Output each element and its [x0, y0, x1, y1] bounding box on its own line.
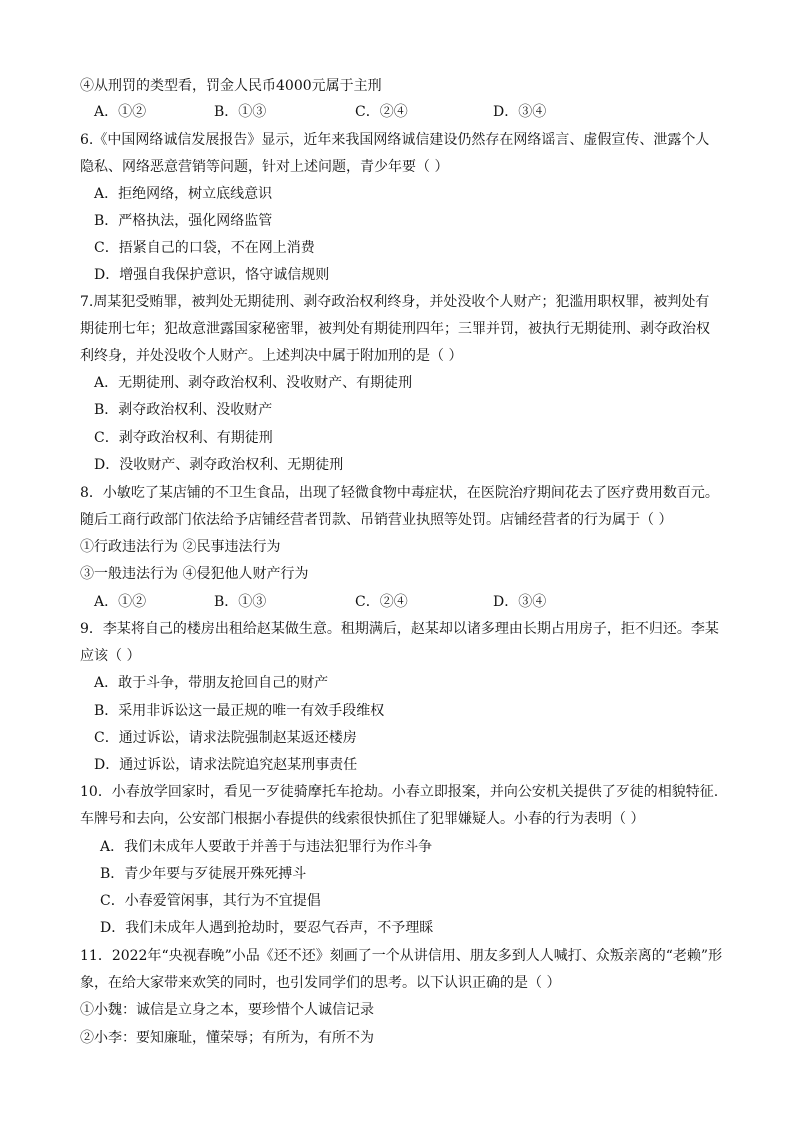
q8-option-c: C．②④ — [355, 594, 408, 610]
q10-option-b: B．青少年要与歹徒展开殊死搏斗 — [100, 866, 307, 882]
q10-stem-line-2: 车牌号和去向，公安部门根据小春提供的线索很快抓住了犯罪嫌疑人。小春的行为表明（ ） — [80, 811, 645, 827]
q7-stem-line-2: 期徒刑七年；犯故意泄露国家秘密罪，被判处有期徒刑四年；三罪并罚，被执行无期徒刑、剥夺政治权 — [80, 321, 710, 337]
q9-stem-line-2: 应该（ ） — [80, 648, 141, 664]
q7-option-c: C．剥夺政治权利、有期徒刑 — [94, 430, 273, 446]
q5-option-b: B．①③ — [214, 104, 267, 120]
q9-option-c: C．通过诉讼，请求法院强制赵某返还楼房 — [94, 730, 357, 746]
q9-option-d: D．通过诉讼，请求法院追究赵某刑事责任 — [94, 757, 358, 773]
q7-stem-line-1: 7.周某犯受贿罪，被判处无期徒刑、剥夺政治权利终身，并处没收个人财产；犯滥用职权罪，被判处有 — [80, 294, 710, 310]
q8-statements-1-2: ①行政违法行为 ②民事违法行为 — [80, 539, 281, 555]
q5-option-c: C．②④ — [355, 104, 408, 120]
q8-stem-line-1: 8．小敏吃了某店铺的不卫生食品，出现了轻微食物中毒症状，在医院治疗期间花去了医疗费用数百元。 — [80, 485, 719, 501]
q11-stem-line-1: 11．2022年“央视春晚”小品《还不还》刻画了一个从讲信用、朋友多到人人喊打、众叛亲离的“老赖”形 — [80, 948, 723, 964]
q6-option-b: B．严格执法，强化网络监管 — [94, 213, 273, 229]
q6-stem-line-2: 隐私、网络恶意营销等问题，针对上述问题，青少年要（ ） — [80, 159, 449, 175]
q10-option-c: C．小春爱管闲事，其行为不宜提倡 — [100, 893, 321, 909]
q7-option-a: A．无期徒刑、剥夺政治权利、没收财产、有期徒刑 — [94, 375, 413, 391]
q8-option-d: D．③④ — [493, 594, 547, 610]
q8-stem-line-2: 随后工商行政部门依法给予店铺经营者罚款、吊销营业执照等处罚。店铺经营者的行为属于（ ） — [80, 512, 673, 528]
q6-stem-line-1: 6.《中国网络诚信发展报告》显示，近年来我国网络诚信建设仍然存在网络谣言、虚假宣传、泄露个人 — [80, 132, 710, 148]
q10-stem-line-1: 10．小春放学回家时，看见一歹徒骑摩托车抢劫。小春立即报案，并向公安机关提供了歹徒的相貌特征. — [80, 784, 719, 800]
q5-statement-4: ④从刑罚的类型看，罚金人民币4000元属于主刑 — [80, 78, 382, 94]
q10-option-a: A．我们未成年人要敢于并善于与违法犯罪行为作斗争 — [100, 839, 433, 855]
q6-option-c: C．捂紧自己的口袋，不在网上消费 — [94, 240, 315, 256]
q8-option-a: A．①② — [94, 594, 147, 610]
q9-option-b: B．采用非诉讼这一最正规的唯一有效手段维权 — [94, 703, 385, 719]
q8-statements-3-4: ③一般违法行为 ④侵犯他人财产行为 — [80, 566, 309, 582]
q9-option-a: A．敢于斗争，带朋友抢回自己的财产 — [94, 675, 329, 691]
q6-option-a: A．拒绝网络，树立底线意识 — [94, 186, 273, 202]
q9-stem-line-1: 9．李某将自己的楼房出租给赵某做生意。租期满后，赵某却以诸多理由长期占用房子，拒不归还。李某 — [80, 621, 719, 637]
q7-option-d: D．没收财产、剥夺政治权利、无期徒刑 — [94, 457, 344, 473]
q11-stem-line-2: 象，在给大家带来欢笑的同时，也引发同学们的思考。以下认识正确的是（ ） — [80, 975, 561, 991]
q11-statement-2: ②小李：要知廉耻，懂荣辱；有所为，有所不为 — [80, 1030, 374, 1046]
q8-option-b: B．①③ — [214, 594, 267, 610]
q7-stem-line-3: 利终身，并处没收个人财产。上述判决中属于附加刑的是（ ） — [80, 348, 463, 364]
q7-option-b: B．剥夺政治权利、没收财产 — [94, 402, 273, 418]
q5-option-d: D．③④ — [493, 104, 547, 120]
q11-statement-1: ①小魏：诚信是立身之本，要珍惜个人诚信记录 — [80, 1002, 374, 1018]
q5-option-a: A．①② — [94, 104, 147, 120]
q6-option-d: D．增强自我保护意识，恪守诚信规则 — [94, 267, 330, 283]
q10-option-d: D．我们未成年人遇到抢劫时，要忍气吞声，不予理睬 — [100, 920, 434, 936]
